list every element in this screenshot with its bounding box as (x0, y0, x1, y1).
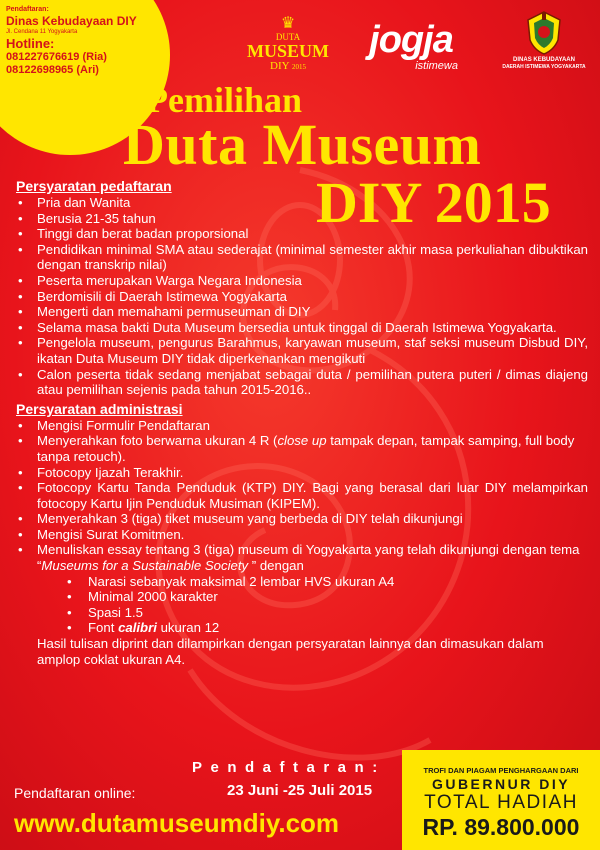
dinas-logo-text-2: DAERAH ISTIMEWA YOGYAKARTA (502, 64, 586, 70)
list-item: • Fotocopy Kartu Tanda Penduduk (KTP) DIY. Bagi yang berasal dari luar DIY melampirkan fotocopy Kartu Ijin Penduduk Musiman (KIPEM). (16, 480, 588, 511)
prize-governor-text: GUBERNUR DIY (431, 776, 571, 792)
prize-box (402, 750, 600, 850)
list-item: • Pria dan Wanita (16, 195, 317, 211)
essay-submission-note: Hasil tulisan diprint dan dilampirkan dengan persyaratan lainnya dan dimasukan dalam amplop coklat ukuran A4. (37, 636, 544, 667)
coat-of-arms-icon (524, 10, 564, 56)
dinas-kebudayaan-logo (488, 10, 600, 71)
list-item: • Menuliskan essay tentang 3 (tiga) museum di Yogyakarta yang telah dikunjungi dengan tema “Museums for a Sustainable Society ” dengan • Narasi sebanyak maksimal 2 lembar HVS ukuran A4 • Minimal 2000 karakter • Spasi 1.5 • Font calibri ukuran 12 (16, 542, 588, 636)
list-item: • Tinggi dan berat badan proporsional (16, 226, 317, 242)
crown-icon: ♛ (280, 15, 296, 32)
prize-trophy-text: TROFI DAN PIAGAM PENGHARGAAN DARI (423, 766, 579, 775)
list-item: • Pendidikan minimal SMA atau sederajat (minimal semester akhir masa perkuliahan dibuktikan dengan transkrip nilai) (16, 242, 588, 273)
requirements-content (16, 178, 588, 667)
hotline-phone-ria: 081227676619 (Ria) (6, 51, 107, 63)
prize-total-label: TOTAL HADIAH (424, 792, 578, 813)
registration-dates: 23 Juni -25 Juli 2015 (227, 782, 373, 799)
logo-text-diy: DIY 2015 (270, 60, 306, 72)
registration-heading: Pendaftaran: (192, 759, 386, 776)
list-item: • Mengisi Formulir Pendaftaran (16, 418, 588, 434)
list-item: • Fotocopy Ijazah Terakhir. (16, 465, 588, 481)
essay-format-list (67, 574, 588, 636)
duta-museum-logo (238, 16, 338, 78)
dinas-logo-text-1: DINAS KEBUDAYAAN (513, 57, 575, 63)
hotline-phone-ari: 08122698965 (Ari) (6, 64, 99, 76)
list-item: • Spasi 1.5 (67, 605, 588, 621)
organizer-address: Jl. Cendana 11 Yogyakarta (6, 29, 78, 35)
list-item: • Minimal 2000 karakter (67, 589, 588, 605)
title-duta-museum: Duta Museum (123, 112, 482, 177)
list-item: • Menyerahkan foto berwarna ukuran 4 R (close up tampak depan, tampak samping, full body tanpa retouch). (16, 433, 588, 464)
logo-text-museum: MUSEUM (247, 41, 329, 61)
registration-requirements-heading: Persyaratan pedaftaran (16, 178, 172, 194)
istimewa-logo-text: istimewa (415, 60, 458, 72)
list-item: • Narasi sebanyak maksimal 2 lembar HVS ukuran A4 (67, 574, 588, 590)
title-pemilihan: Pemilihan (146, 80, 303, 120)
admin-requirements-heading: Persyaratan administrasi (16, 400, 183, 417)
list-item: • Menyerahkan 3 (tiga) tiket museum yang berbeda di DIY telah dikunjungi (16, 511, 588, 527)
admin-requirements-list (16, 418, 588, 636)
list-item: • Font calibri ukuran 12 (67, 620, 588, 636)
list-item: • Mengisi Surat Komitmen. (16, 527, 588, 543)
list-item: • Berusia 21-35 tahun (16, 211, 317, 227)
organizer-name: Dinas Kebudayaan DIY (6, 14, 137, 28)
list-item: • Mengerti dan memahami permuseuman di DIY (16, 304, 588, 320)
list-item: • Selama masa bakti Duta Museum bersedia untuk tinggal di Daerah Istimewa Yogyakarta. (16, 320, 588, 336)
online-registration-label: Pendaftaran online: (14, 785, 136, 801)
list-item: • Peserta merupakan Warga Negara Indonesia (16, 273, 588, 289)
title-diy-2015: DIY 2015 (316, 170, 551, 235)
list-item: • Calon peserta tidak sedang menjabat sebagai duta / pemilihan putera puteri / dimas diajeng atau pemilihan sejenis pada tahun 2015-2016.. (16, 367, 588, 398)
jogja-logo-text: jogja (369, 19, 453, 61)
prize-amount: RP. 89.800.000 (422, 814, 580, 840)
list-item: • Berdomisili di Daerah Istimewa Yogyakarta (16, 289, 588, 305)
registration-requirements-list (16, 195, 588, 398)
list-item: • Pengelola museum, pengurus Barahmus, karyawan museum, staf seksi museum Disbud DIY, ikatan Duta Museum DIY tidak diperkenankan mengikuti (16, 335, 588, 366)
hotline-label: Hotline: (6, 36, 55, 51)
logo-text-duta: DUTA (275, 32, 301, 42)
jogja-istimewa-logo (356, 20, 466, 72)
pendaftaran-label: Pendaftaran: (6, 6, 49, 13)
website-link[interactable]: www.dutamuseumdiy.com (14, 808, 340, 838)
